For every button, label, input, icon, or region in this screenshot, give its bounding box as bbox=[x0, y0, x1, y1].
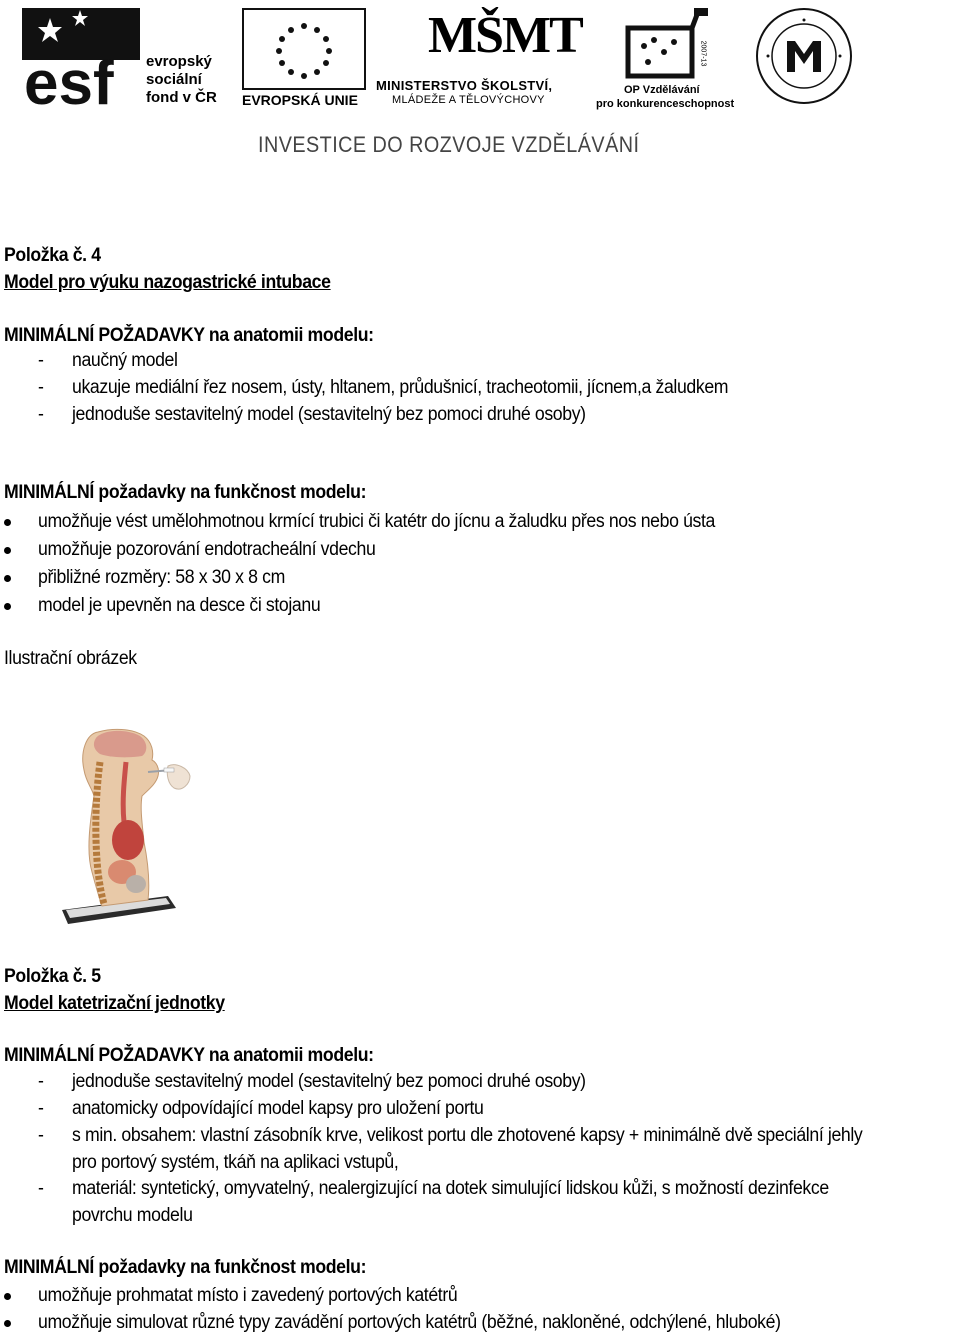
muni-seal bbox=[754, 6, 854, 106]
msmt-line-1: MINISTERSTVO ŠKOLSTVÍ, bbox=[376, 78, 553, 93]
dash-marker: - bbox=[38, 404, 44, 425]
muni-ring-text bbox=[754, 6, 755, 7]
list-item: ukazuje mediální řez nosem, ústy, hltanem, průdušnicí, tracheotomii, jícnem,a žaludkem bbox=[72, 377, 729, 398]
list-item: umožňuje vést umělohmotnou krmící trubici či katétr do jícnu a žaludku přes nos nebo ústa bbox=[38, 511, 716, 532]
msmt-mark: MŠMT bbox=[428, 7, 582, 64]
dash-marker: - bbox=[38, 1178, 44, 1199]
list-item: umožňuje simulovat různé typy zavádění portových katétrů (běžné, nakloněné, odchýlené, hluboké) bbox=[38, 1312, 781, 1333]
esf-line-3: fond v ČR bbox=[146, 89, 217, 106]
list-item: model je upevněn na desce či stojanu bbox=[38, 595, 321, 616]
dash-marker: - bbox=[38, 1125, 44, 1146]
op-arrow-icon bbox=[622, 6, 732, 82]
bullet-icon bbox=[4, 603, 11, 610]
op-logo bbox=[596, 6, 736, 110]
item-5-name: Model katetrizační jednotky bbox=[4, 993, 225, 1014]
item-4-function-heading: MINIMÁLNÍ požadavky na funkčnost modelu: bbox=[4, 482, 367, 503]
dash-marker: - bbox=[38, 350, 44, 371]
list-item: jednoduše sestavitelný model (sestavitelný bez pomoci druhé osoby) bbox=[72, 1071, 586, 1092]
eu-logo bbox=[242, 8, 366, 108]
op-line-1: OP Vzdělávání bbox=[624, 84, 700, 96]
esf-logo bbox=[22, 8, 234, 108]
list-item: jednoduše sestavitelný model (sestavitelný bez pomoci druhé osoby) bbox=[72, 404, 586, 425]
esf-line-1: evropský bbox=[146, 53, 212, 70]
op-line-2: pro konkurenceschopnost bbox=[596, 98, 735, 110]
esf-mark-icon bbox=[22, 8, 142, 108]
bullet-icon bbox=[4, 1320, 11, 1327]
op-years: 2007-13 bbox=[699, 40, 707, 67]
list-item-continuation: pro portový systém, tkáň na aplikaci vstupů, bbox=[72, 1152, 399, 1173]
bullet-icon bbox=[4, 519, 11, 526]
item-5-title: Položka č. 5 bbox=[4, 966, 101, 987]
svg-text:esf: esf bbox=[24, 49, 114, 108]
list-item: umožňuje prohmatat místo i zavedený portových katétrů bbox=[38, 1285, 458, 1306]
illustration-label: Ilustrační obrázek bbox=[4, 648, 137, 669]
list-item: s min. obsahem: vlastní zásobník krve, velikost portu dle zhotovené kapsy + minimálně dvě speciální jehly bbox=[72, 1125, 863, 1146]
esf-line-2: sociální bbox=[146, 71, 202, 88]
slogan: INVESTICE DO ROZVOJE VZDĚLÁVÁNÍ bbox=[258, 132, 640, 157]
muni-seal-icon bbox=[754, 6, 854, 106]
bullet-icon bbox=[4, 575, 11, 582]
item-4-title: Položka č. 4 bbox=[4, 245, 101, 266]
list-item-continuation: povrchu modelu bbox=[72, 1205, 193, 1226]
list-item: přibližné rozměry: 58 x 30 x 8 cm bbox=[38, 567, 285, 588]
eu-label: EVROPSKÁ UNIE bbox=[242, 92, 358, 108]
msmt-logo bbox=[376, 6, 591, 110]
item-4-anatomy-heading: MINIMÁLNÍ POŽADAVKY na anatomii modelu: bbox=[4, 325, 374, 346]
item-4-name: Model pro výuku nazogastrické intubace bbox=[4, 272, 331, 293]
list-item: materiál: syntetický, omyvatelný, nealergizující na dotek simulující lidskou kůži, s možností dezinfekce bbox=[72, 1178, 829, 1199]
anatomy-model-illustration bbox=[56, 712, 196, 926]
dash-marker: - bbox=[38, 1098, 44, 1119]
bullet-icon bbox=[4, 1293, 11, 1300]
dash-marker: - bbox=[38, 1071, 44, 1092]
eu-flag-icon bbox=[242, 8, 366, 92]
dash-marker: - bbox=[38, 377, 44, 398]
bullet-icon bbox=[4, 547, 11, 554]
list-item: naučný model bbox=[72, 350, 178, 371]
msmt-line-2: MLÁDEŽE A TĚLOVÝCHOVY bbox=[392, 94, 545, 106]
item-5-function-heading: MINIMÁLNÍ požadavky na funkčnost modelu: bbox=[4, 1257, 367, 1278]
list-item: anatomicky odpovídající model kapsy pro uložení portu bbox=[72, 1098, 484, 1119]
list-item: umožňuje pozorování endotracheální vdechu bbox=[38, 539, 376, 560]
item-5-anatomy-heading: MINIMÁLNÍ POŽADAVKY na anatomii modelu: bbox=[4, 1045, 374, 1066]
